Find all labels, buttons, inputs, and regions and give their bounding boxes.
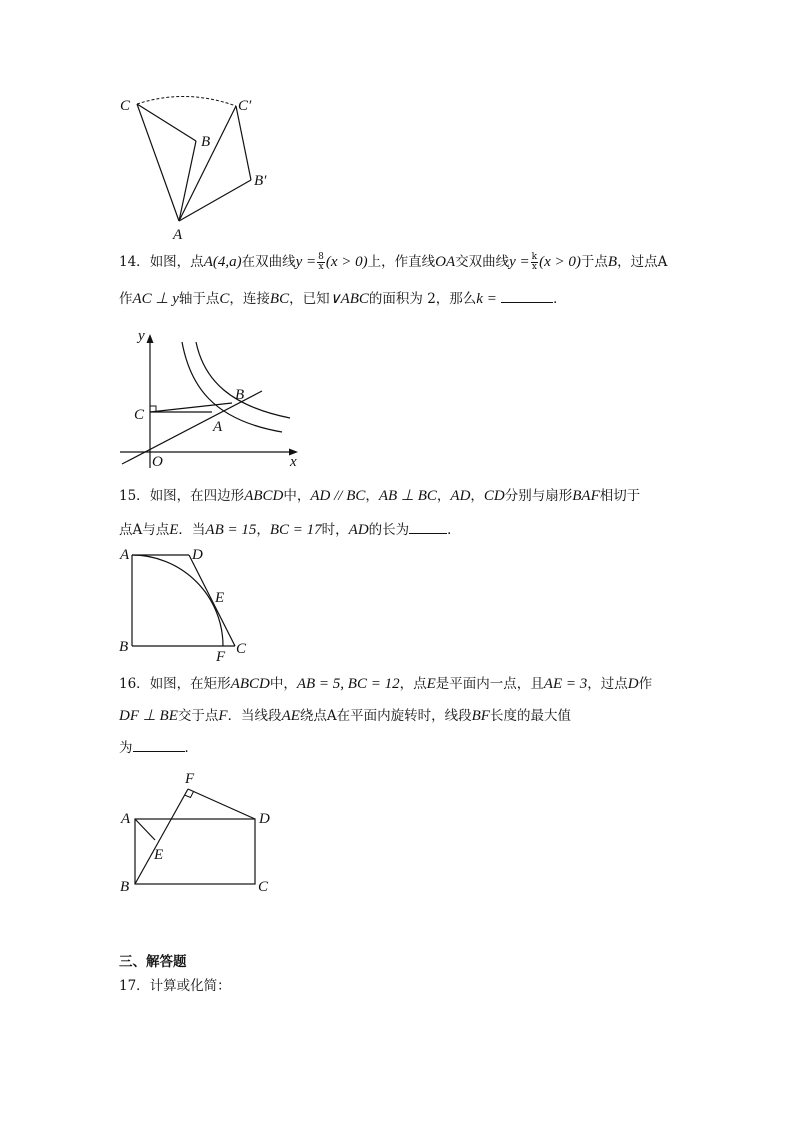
label-b-prime: B′ — [254, 173, 267, 189]
label-d: D — [192, 547, 203, 563]
label-b: B — [119, 639, 129, 655]
segment-ba — [179, 141, 196, 221]
figure-hyperbola — [112, 320, 312, 470]
label-a: A — [213, 419, 223, 435]
label-f: F — [185, 771, 195, 787]
q14-line-1: 14．如图，点A(4,a)在双曲线y = $\frac{8}{x}$ (x > 0)上，作直线OA交双曲线y = $\frac{k}{x}$ (x > 0)于点B，过点A — [119, 252, 668, 272]
label-c-prime: C′ — [238, 98, 252, 114]
q15-line-2: 点A与点E．当AB = 15，BC = 17时，AD的长为 ． — [119, 519, 461, 540]
q14-line-2: 作AC ⊥ y轴于点C，连接BC，已知∨ABC的面积为 2，那么k = ． — [119, 288, 567, 309]
hyperbola-inner — [182, 342, 282, 432]
fraction-k-over-x: $\frac{k}{x}$ — [531, 252, 538, 272]
label-o: O — [152, 454, 163, 470]
figure-rectangle-rotation — [112, 768, 282, 898]
segment-ae — [135, 819, 155, 840]
label-b: B — [235, 387, 245, 403]
question-number: 16． — [119, 676, 150, 692]
label-b: B — [120, 879, 130, 895]
q15-line-1: 15．如图，在四边形ABCD中，AD // BC，AB ⊥ BC，AD，CD分别与扇形BAF相切于 — [119, 488, 641, 504]
label-a: A — [120, 547, 130, 563]
question-number: 15． — [119, 488, 150, 504]
segment-fd — [188, 789, 255, 819]
point-a-coord: A(4,a) — [203, 254, 242, 270]
q16-line-1: 16．如图，在矩形ABCD中，AB = 5, BC = 12，点E是平面内一点，且AE = 3，过点D作 — [119, 676, 653, 692]
label-e: E — [215, 590, 225, 606]
label-b: B — [201, 134, 211, 150]
segment-cb — [137, 104, 196, 141]
segment-ca — [137, 104, 179, 221]
fraction-8-over-x: $\frac{8}{x}$ — [318, 252, 324, 272]
label-c: C — [258, 879, 269, 895]
line-bf — [135, 789, 188, 884]
section-heading: 三、解答题 — [119, 954, 187, 970]
segment-c-prime-a — [179, 106, 236, 221]
label-c: C — [120, 98, 131, 114]
figure-rotation-triangle — [112, 90, 282, 240]
y-axis-arrow — [147, 334, 154, 343]
label-c: C — [134, 407, 145, 423]
label-x: x — [290, 454, 297, 470]
answer-blank[interactable] — [409, 519, 447, 534]
label-a: A — [173, 227, 183, 240]
label-c: C — [236, 641, 247, 657]
label-f: F — [216, 649, 226, 665]
q17-line: 17．计算或化简： — [119, 978, 231, 994]
answer-blank[interactable] — [501, 288, 553, 303]
segment-dc — [189, 555, 235, 646]
label-a: A — [121, 811, 131, 827]
answer-blank[interactable] — [133, 737, 185, 752]
sector-arc-af — [132, 555, 223, 646]
q16-line-2: DF ⊥ BE交于点F．当线段AE绕点A在平面内旋转时，线段BF长度的最大值 — [119, 708, 571, 724]
segment-c-prime-b-prime — [236, 106, 251, 180]
q16-line-3: 为 ． — [119, 737, 198, 758]
question-number: 14． — [119, 254, 150, 270]
label-d: D — [259, 811, 270, 827]
rotation-arc — [137, 96, 236, 106]
figure-quadrilateral-sector — [112, 543, 262, 668]
hyperbola-outer — [196, 342, 290, 418]
label-e: E — [154, 847, 164, 863]
label-y: y — [138, 328, 145, 344]
